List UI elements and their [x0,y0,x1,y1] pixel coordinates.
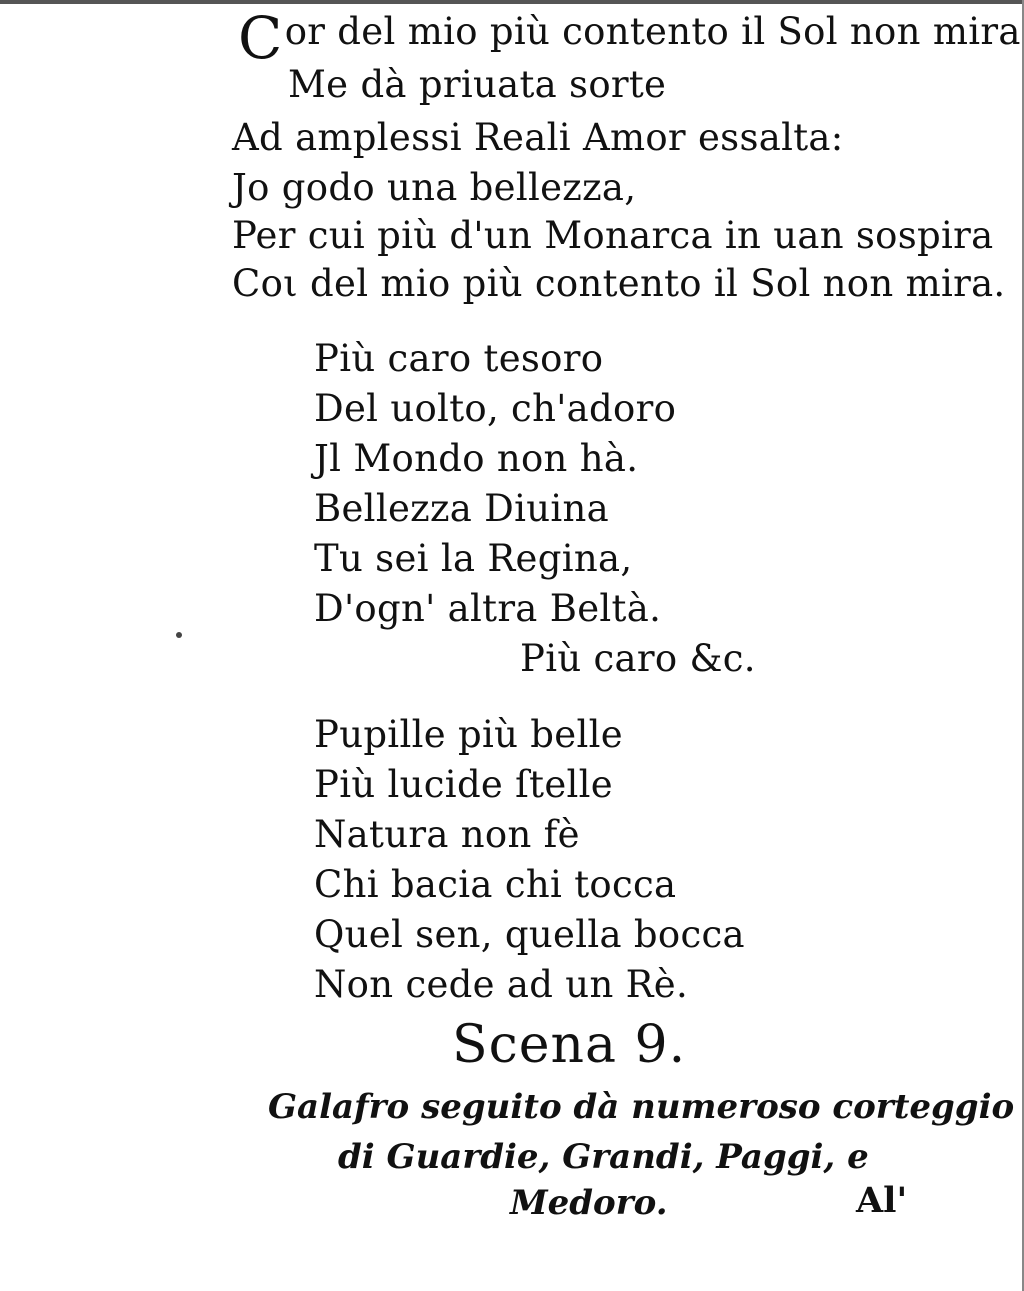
stanza2-line-1: Più caro tesoro [314,337,604,380]
stage-direction-line-3: Medoro. [510,1183,668,1223]
stanza2-line-5: Tu sei la Regina, [314,537,633,580]
stanza3-line-4: Chi bacia chi tocca [314,863,677,906]
stanza3-line-1: Pupille più belle [314,713,623,756]
stanza1-line-1-text: or del mio più contento il Sol non mira [284,10,1021,53]
stanza1-line-1 [238,4,1021,72]
ink-speck [176,632,182,638]
stanza2-line-2: Del uolto, ch'adoro [314,387,677,430]
page-top-edge [0,0,1024,4]
drop-cap: C [238,4,283,72]
stanza2-line-3: Jl Mondo non hà. [314,437,639,480]
stanza1-line-5: Per cui più d'un Monarca in uan sospira [232,214,994,257]
stage-direction-line-2: di Guardie, Grandi, Paggi, e [338,1137,869,1177]
catchword: Al' [856,1180,908,1221]
stanza1-line-3: Ad amplessi Reali Amor essalta: [232,116,844,159]
stanza1-line-2: Me dà priuata sorte [288,63,667,106]
stanza3-line-2: Più lucide ſtelle [314,763,614,806]
stanza2-line-4: Bellezza Diuina [314,487,610,530]
stanza3-line-3: Natura non fè [314,813,580,856]
stanza3-line-6: Non cede ad un Rè. [314,963,689,1006]
stanza2-line-6: D'ogn' altra Beltà. [314,587,662,630]
stanza1-line-6: Coι del mio più contento il Sol non mira. [232,262,1006,305]
scene-heading: Scena 9. [452,1015,687,1075]
stage-direction-line-1: Galafro seguito dà numeroso corteggio [268,1087,1015,1127]
stanza3-line-5: Quel sen, quella bocca [314,913,745,956]
refrain-line: Più caro &c. [520,637,756,680]
stanza1-line-4: Jo godo una bellezza, [232,166,637,209]
